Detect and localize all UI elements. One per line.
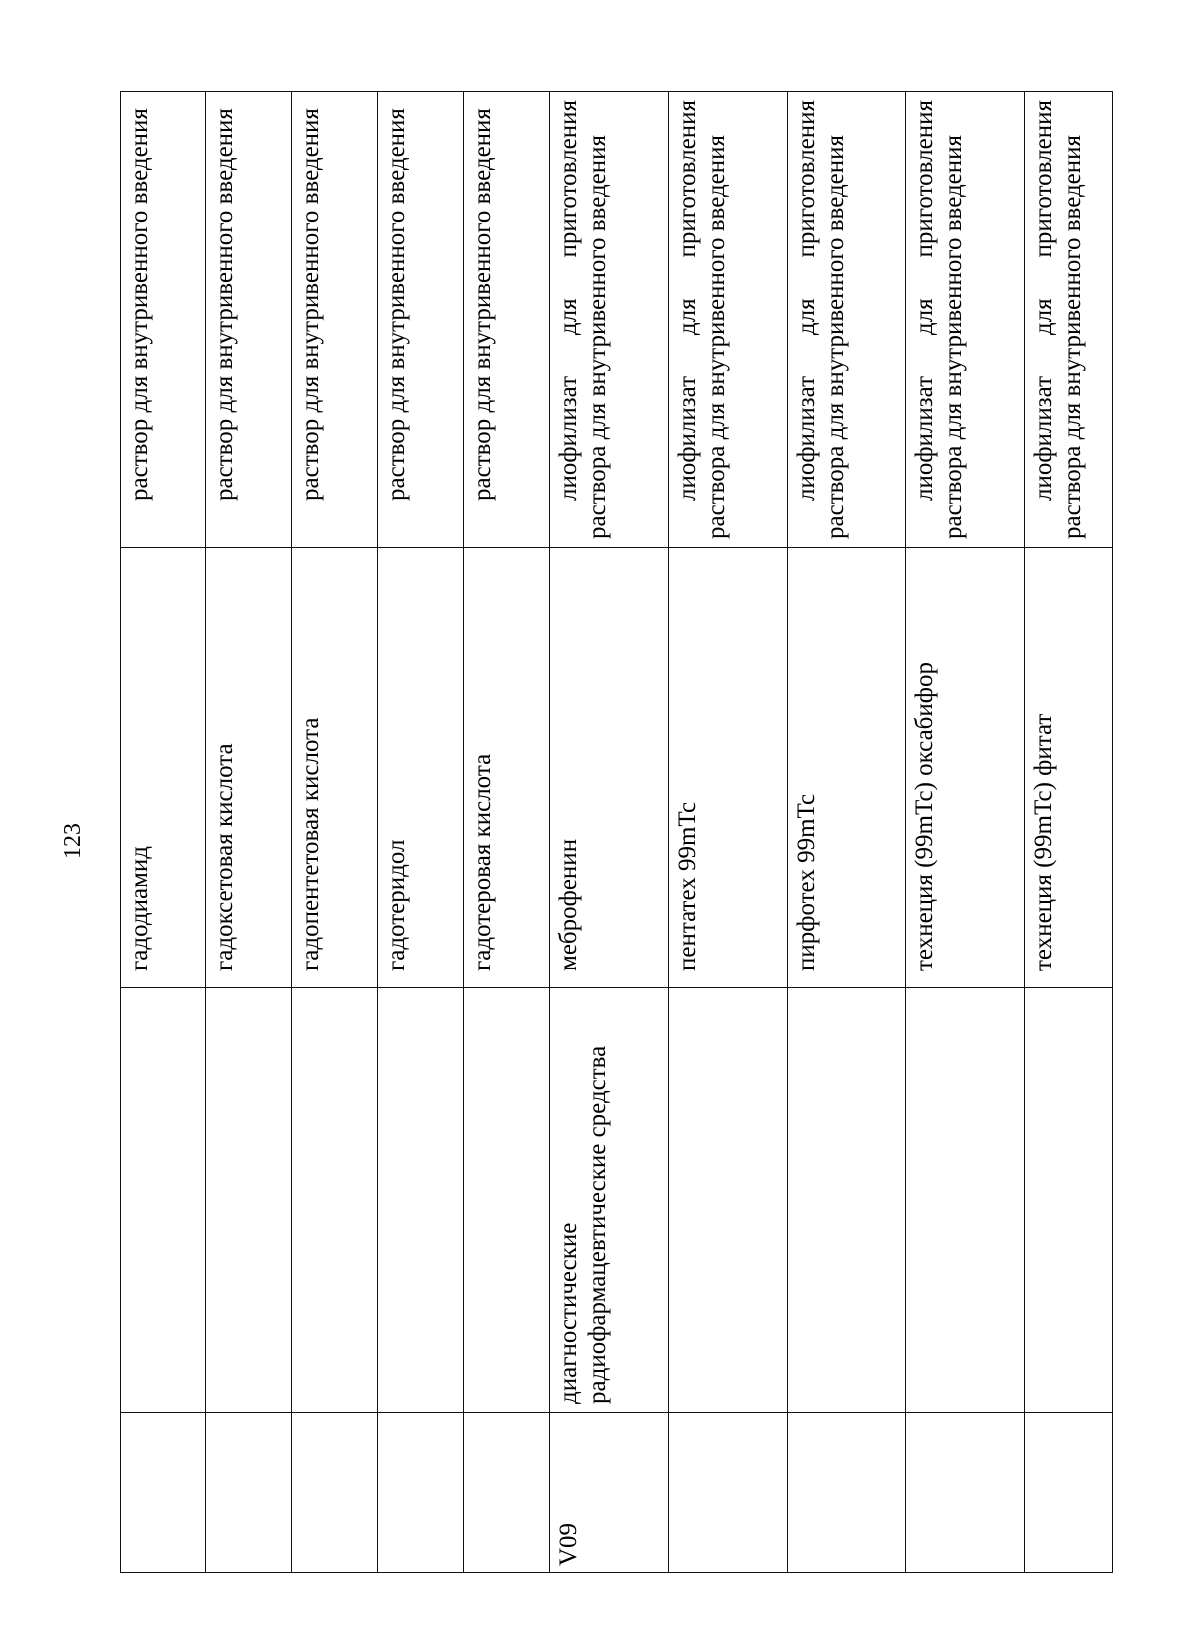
drug-cell: гадодиамид bbox=[121, 548, 206, 988]
form-cell: раствор для внутривенного введения bbox=[464, 92, 550, 548]
drug-cell: меброфенин bbox=[550, 548, 669, 988]
table-row bbox=[669, 92, 788, 1573]
group-cell bbox=[1025, 988, 1113, 1413]
group-cell bbox=[206, 988, 292, 1413]
drug-cell: технеция (99mTc) оксабифор bbox=[906, 548, 1025, 988]
table-row bbox=[788, 92, 906, 1573]
drug-table bbox=[120, 91, 1113, 1573]
code-cell bbox=[292, 1413, 378, 1573]
form-cell: лиофилизат для приготовления раствора для внутривенного введения bbox=[550, 92, 669, 548]
drug-cell: гадоксетовая кислота bbox=[206, 548, 292, 988]
form-cell: лиофилизат для приготовления раствора для внутривенного введения bbox=[906, 92, 1025, 548]
code-cell bbox=[206, 1413, 292, 1573]
form-cell: раствор для внутривенного введения bbox=[378, 92, 464, 548]
code-cell bbox=[788, 1413, 906, 1573]
drug-cell: пирфотех 99mTc bbox=[788, 548, 906, 988]
group-cell bbox=[464, 988, 550, 1413]
drug-cell: гадотеридол bbox=[378, 548, 464, 988]
table-row bbox=[378, 92, 464, 1573]
code-cell bbox=[464, 1413, 550, 1573]
form-cell: лиофилизат для приготовления раствора для внутривенного введения bbox=[1025, 92, 1113, 548]
code-cell bbox=[121, 1413, 206, 1573]
group-cell bbox=[906, 988, 1025, 1413]
code-cell: V09 bbox=[550, 1413, 669, 1573]
group-cell bbox=[669, 988, 788, 1413]
form-cell: лиофилизат для приготовления раствора для внутривенного введения bbox=[788, 92, 906, 548]
table-row bbox=[464, 92, 550, 1573]
code-cell bbox=[1025, 1413, 1113, 1573]
code-cell bbox=[378, 1413, 464, 1573]
form-cell: раствор для внутривенного введения bbox=[121, 92, 206, 548]
group-cell bbox=[121, 988, 206, 1413]
form-cell: раствор для внутривенного введения bbox=[206, 92, 292, 548]
table-row bbox=[206, 92, 292, 1573]
group-cell bbox=[788, 988, 906, 1413]
group-cell bbox=[292, 988, 378, 1413]
group-cell bbox=[378, 988, 464, 1413]
drug-cell: технеция (99mTc) фитат bbox=[1025, 548, 1113, 988]
drug-cell: гадотеровая кислота bbox=[464, 548, 550, 988]
group-cell: диагностические радиофармацевтические средства bbox=[550, 988, 669, 1413]
form-cell: лиофилизат для приготовления раствора для внутривенного введения bbox=[669, 92, 788, 548]
page-number: 123 bbox=[60, 823, 86, 859]
code-cell bbox=[669, 1413, 788, 1573]
table-row bbox=[292, 92, 378, 1573]
table-row bbox=[1025, 92, 1113, 1573]
drug-cell: пентатех 99mTc bbox=[669, 548, 788, 988]
table-row bbox=[906, 92, 1025, 1573]
form-cell: раствор для внутривенного введения bbox=[292, 92, 378, 548]
rotated-table-container bbox=[120, 92, 1112, 1573]
code-cell bbox=[906, 1413, 1025, 1573]
table-row bbox=[121, 92, 206, 1573]
table-row bbox=[550, 92, 669, 1573]
drug-cell: гадопентетовая кислота bbox=[292, 548, 378, 988]
